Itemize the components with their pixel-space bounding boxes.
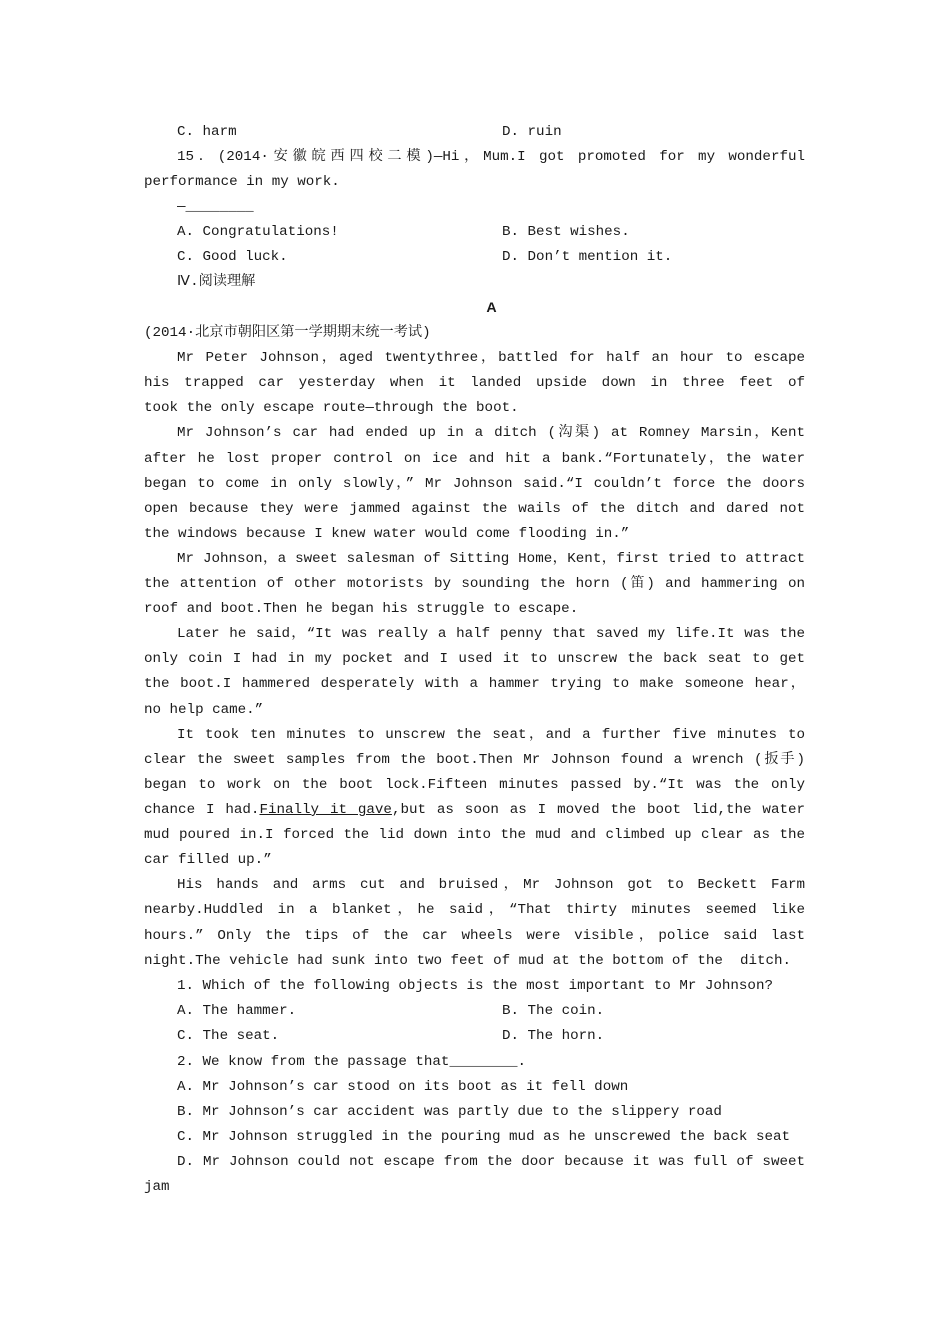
p5-line5: mud poured in.I forced the lid down into the mud and climbed up clear as the: [144, 827, 805, 843]
p2-line2: after he lost proper control on ice and hit a bank.“Fortunately，the water: [144, 451, 805, 467]
p4-line1: Later he said，“It was really a half penny that saved my life.It was the: [177, 626, 805, 642]
p5-line3: began to work on the boot lock.Fifteen minutes passed by.“It was the only: [144, 777, 805, 793]
q14-option-c: C. harm: [177, 124, 237, 140]
p3-line3: roof and boot.Then he began his struggle to escape.: [144, 601, 579, 617]
p5-line4-post: ,but as soon as I moved the boot lid,the water: [391, 802, 805, 818]
p5-line2: clear the sweet samples from the boot.Then Mr Johnson found a wrench (扳手): [144, 752, 805, 768]
q2-option-d-line2: jam: [144, 1179, 170, 1195]
q15-stem-line2: performance in my work.: [144, 174, 340, 190]
q1-stem: 1. Which of the following objects is the most important to Mr Johnson?: [177, 978, 773, 994]
p5-line6: car filled up.”: [144, 852, 272, 868]
p2-line5: the windows because I knew water would come flooding in.”: [144, 526, 630, 542]
p6-line2: nearby.Huddled in a blanket，he said，“That thirty minutes seemed like: [144, 902, 805, 918]
passage-label: A: [486, 300, 497, 316]
q15-option-b: B. Best wishes.: [502, 224, 630, 240]
q1-option-b: B. The coin.: [502, 1003, 605, 1019]
underlined-phrase: Finally it gave: [259, 802, 392, 818]
q15-option-c: C. Good luck.: [177, 249, 288, 265]
q2-option-d-line1: D. Mr Johnson could not escape from the door because it was full of sweet: [177, 1154, 805, 1170]
p4-line2: only coin I had in my pocket and I used it to unscrew the back seat to get: [144, 651, 805, 667]
p5-line4-pre: chance I had.: [144, 802, 260, 818]
q1-option-c: C. The seat.: [177, 1028, 280, 1044]
p1-line3: took the only escape route—through the boot.: [144, 400, 519, 416]
q2-option-a: A. Mr Johnson’s car stood on its boot as it fell down: [177, 1079, 629, 1095]
p5-line4: [144, 798, 805, 823]
p4-line4: no help came.”: [144, 702, 264, 718]
p3-line1: Mr Johnson，a sweet salesman of Sitting Home，Kent，first tried to attract: [177, 551, 805, 567]
p1-line2: his trapped car yesterday when it landed upside down in three feet of: [144, 375, 805, 391]
q15-stem-line1: 15．(2014·安徽皖西四校二模)—Hi，Mum.I got promoted for my wonderful: [177, 149, 805, 165]
p5-line1: It took ten minutes to unscrew the seat，and a further five minutes to: [177, 727, 805, 743]
q2-option-c: C. Mr Johnson struggled in the pouring mud as he unscrewed the back seat: [177, 1129, 790, 1145]
q15-reply: —________: [177, 199, 254, 215]
p2-line1: Mr Johnson’s car had ended up in a ditch (沟渠) at Romney Marsin，Kent: [177, 425, 805, 441]
p3-line2: the attention of other motorists by sounding the horn (笛) and hammering on: [144, 576, 805, 592]
q15-option-a: A. Congratulations!: [177, 224, 339, 240]
p4-line3: the boot.I hammered desperately with a hammer trying to make someone hear，: [144, 676, 805, 692]
q2-stem: 2. We know from the passage that________.: [177, 1054, 527, 1070]
p2-line4: open because they were jammed against the wails of the ditch and dared not: [144, 501, 805, 517]
section-heading: Ⅳ.阅读理解: [177, 274, 256, 290]
q1-option-d: D. The horn.: [502, 1028, 605, 1044]
p6-line4: night.The vehicle had sunk into two feet of mud at the bottom of the ditch.: [144, 953, 792, 969]
p6-line1: His hands and arms cut and bruised，Mr Johnson got to Beckett Farm: [177, 877, 805, 893]
q2-option-b: B. Mr Johnson’s car accident was partly due to the slippery road: [177, 1104, 722, 1120]
q1-option-a: A. The hammer.: [177, 1003, 297, 1019]
passage-source: (2014·北京市朝阳区第一学期期末统一考试): [144, 325, 431, 341]
p2-line3: began to come in only slowly，” Mr Johnson said.“I couldn’t force the doors: [144, 476, 805, 492]
q14-option-d: D. ruin: [502, 124, 562, 140]
q15-option-d: D. Don’t mention it.: [502, 249, 673, 265]
p1-line1: Mr Peter Johnson，aged twentythree，battled for half an hour to escape: [177, 350, 805, 366]
p6-line3: hours.” Only the tips of the car wheels were visible，police said last: [144, 928, 805, 944]
